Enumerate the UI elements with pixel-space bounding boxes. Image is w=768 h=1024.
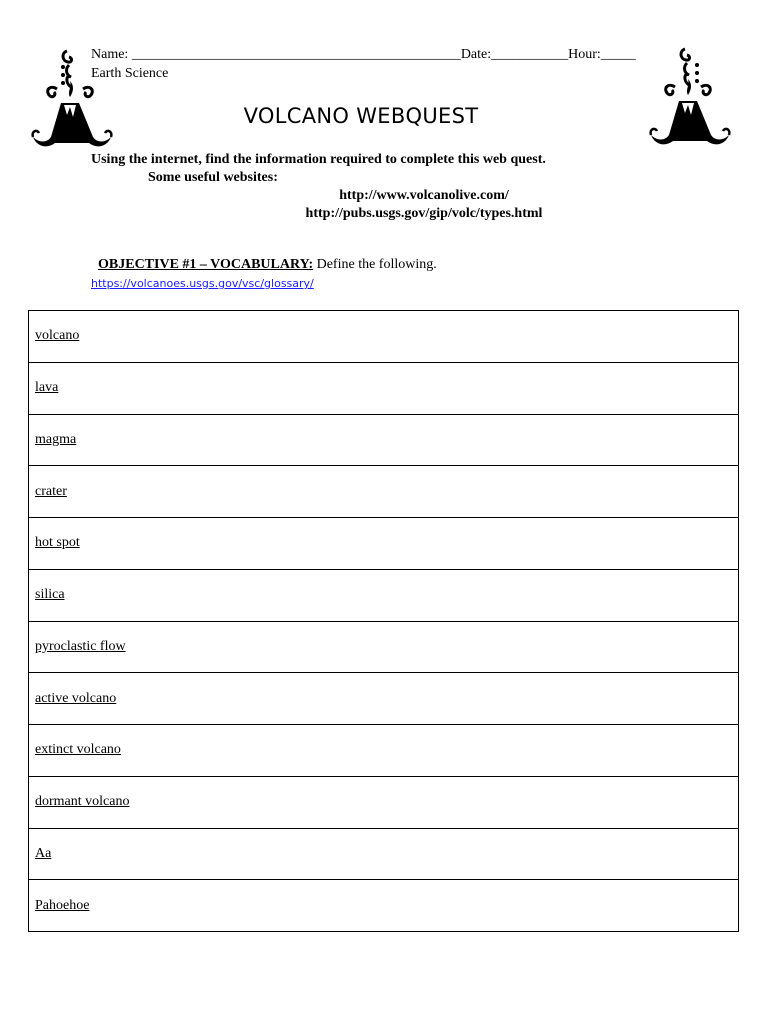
vocab-row [29,622,738,674]
vocab-term: active volcano [35,690,117,706]
vocab-term: Aa [35,845,52,861]
website-url: http://pubs.usgs.gov/gip/volc/types.html [305,206,543,221]
vocab-term: Pahoehoe [35,897,90,913]
vocab-term: lava [35,380,59,396]
instructions-text: Using the internet, find the information required to complete this web quest. [91,152,546,167]
vocab-term: volcano [35,328,80,344]
vocab-row [29,415,738,467]
vocab-row [29,466,738,518]
vocab-row [29,725,738,777]
vocab-term: silica [35,587,65,603]
objective-title: OBJECTIVE #1 – VOCABULARY: [98,257,314,272]
websites-label: Some useful websites: [148,170,278,185]
vocab-row [29,673,738,725]
glossary-link[interactable]: https://volcanoes.usgs.gov/vsc/glossary/ [91,277,314,290]
vocab-row [29,311,738,363]
volcano-icon [645,43,737,149]
objective-heading [91,241,437,273]
vocab-term: magma [35,431,77,447]
vocab-row [29,518,738,570]
vocab-term: crater [35,483,67,499]
vocab-row [29,777,738,829]
vocab-row [29,363,738,415]
vocabulary-table [28,310,739,932]
website-url: http://www.volcanolive.com/ [339,188,509,203]
vocab-row [29,880,738,931]
vocab-term: extinct volcano [35,742,121,758]
vocab-row [29,829,738,881]
vocab-term: pyroclastic flow [35,638,126,654]
vocab-term: dormant volcano [35,794,130,810]
name-date-hour-line: Name: _______________________________________________Date:___________Hour:_____ [91,47,636,62]
vocab-term: hot spot [35,535,80,551]
objective-instruction: Define the following. [313,257,437,272]
page-title: VOLCANO WEBQUEST [243,104,479,128]
subject-label: Earth Science [91,66,169,81]
vocab-row [29,570,738,622]
